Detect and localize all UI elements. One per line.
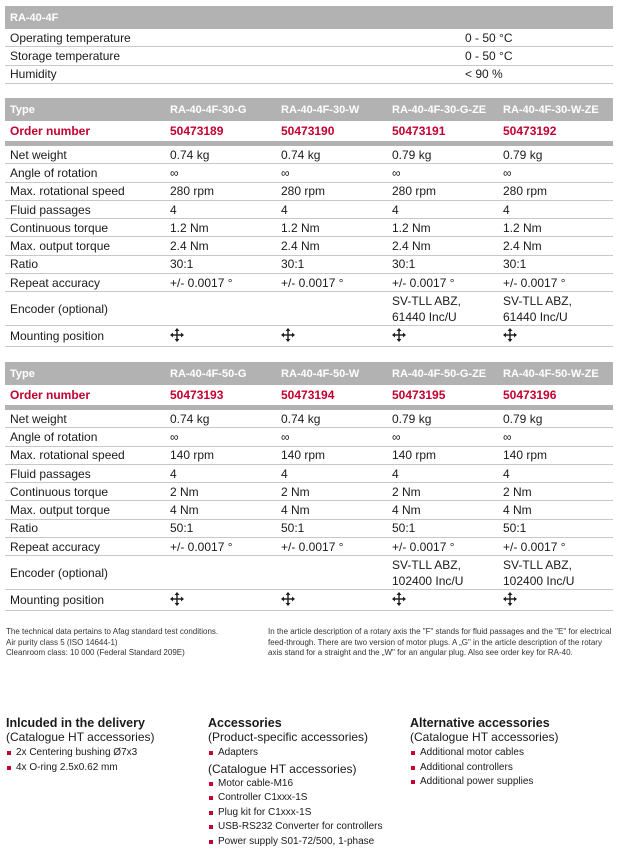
order-number: 50473192 bbox=[503, 124, 557, 138]
row-value: +/- 0.0017 ° bbox=[392, 275, 455, 290]
table-row bbox=[5, 201, 613, 219]
row-value: 2 Nm bbox=[170, 484, 199, 499]
row-label: Max. rotational speed bbox=[10, 448, 125, 463]
row-value: 140 rpm bbox=[281, 448, 326, 463]
row-value: 0 - 50 °C bbox=[465, 48, 513, 63]
row-value: 0.79 kg bbox=[392, 147, 432, 162]
list-item: Plug kit for C1xxx-1S bbox=[208, 806, 408, 821]
table-row bbox=[5, 256, 613, 274]
encoder-line: 102400 Inc/U bbox=[503, 573, 575, 588]
four-way-arrows-icon bbox=[392, 328, 406, 342]
row-value: 4 bbox=[503, 202, 510, 217]
list-item: USB-RS232 Converter for controllers bbox=[208, 820, 408, 835]
table-row bbox=[5, 164, 613, 182]
type-header-row bbox=[5, 98, 613, 121]
footnote-text: In the article description of a rotary axis the "F" stands for fluid passages and the "E" for electrical feed-through. There are two version of motor plugs. A „G" in the article description of the rotary axis stand for a straight and the „W" for an angular plug. Also see order key for RA-40. bbox=[268, 627, 612, 657]
table-row bbox=[5, 501, 613, 519]
row-label: Storage temperature bbox=[10, 48, 121, 63]
encoder-line: 61440 Inc/U bbox=[503, 309, 568, 324]
footnote-line: The technical data pertains to Afag standard test conditions. bbox=[6, 627, 219, 636]
row-label: Net weight bbox=[10, 411, 67, 426]
footnote-line: Cleanroom class: 10 000 (Federal Standard 209E) bbox=[6, 648, 185, 657]
encoder-line: SV-TLL ABZ, bbox=[503, 293, 572, 308]
mounting-cell bbox=[170, 592, 281, 609]
environment-title: RA-40-4F bbox=[10, 11, 59, 24]
mounting-row bbox=[5, 590, 613, 611]
list-item: Additional controllers bbox=[410, 761, 610, 776]
four-way-arrows-icon bbox=[170, 592, 184, 606]
row-value: +/- 0.0017 ° bbox=[503, 275, 566, 290]
row-label: Angle of rotation bbox=[10, 165, 98, 180]
encoder-line: SV-TLL ABZ, bbox=[392, 557, 461, 572]
footnote-right bbox=[268, 627, 614, 659]
encoder-row bbox=[5, 292, 613, 326]
encoder-line: SV-TLL ABZ, bbox=[392, 293, 461, 308]
row-value: ∞ bbox=[392, 165, 401, 180]
mounting-row bbox=[5, 326, 613, 347]
row-value: 2 Nm bbox=[503, 484, 532, 499]
list-item: Controller C1xxx-1S bbox=[208, 791, 408, 806]
row-label: Max. rotational speed bbox=[10, 184, 125, 199]
row-value: 2 Nm bbox=[281, 484, 310, 499]
row-value: ∞ bbox=[281, 165, 290, 180]
row-value: 140 rpm bbox=[392, 448, 437, 463]
row-value: 2 Nm bbox=[392, 484, 421, 499]
row-value: +/- 0.0017 ° bbox=[170, 275, 233, 290]
row-value: 1.2 Nm bbox=[392, 220, 431, 235]
row-label: Repeat accuracy bbox=[10, 539, 101, 554]
order-number: 50473191 bbox=[392, 124, 446, 138]
footnote-line: Air purity class 5 (ISO 14644-1) bbox=[6, 637, 118, 647]
row-value: +/- 0.0017 ° bbox=[281, 539, 344, 554]
four-way-arrows-icon bbox=[281, 328, 295, 342]
section-subtitle: (Catalogue HT accessories) bbox=[6, 730, 155, 744]
list-item: 2x Centering bushing Ø7x3 bbox=[6, 746, 196, 761]
table-row bbox=[5, 29, 613, 47]
row-value: 4 Nm bbox=[281, 503, 310, 518]
four-way-arrows-icon bbox=[170, 328, 184, 342]
row-value: 0.79 kg bbox=[392, 411, 432, 426]
type-col: RA-40-4F-30-W-ZE bbox=[503, 103, 599, 116]
row-value: 280 rpm bbox=[392, 184, 437, 199]
spec-table-30 bbox=[5, 98, 613, 347]
row-value: 1.2 Nm bbox=[170, 220, 209, 235]
mounting-cell bbox=[170, 328, 281, 345]
table-row bbox=[5, 66, 613, 84]
type-header-row bbox=[5, 362, 613, 385]
row-value: 2.4 Nm bbox=[503, 239, 542, 254]
row-label: Ratio bbox=[10, 521, 39, 536]
row-label: Repeat accuracy bbox=[10, 275, 101, 290]
row-value: 4 bbox=[503, 466, 510, 481]
encoder-line: SV-TLL ABZ, bbox=[503, 557, 572, 572]
row-label: Net weight bbox=[10, 147, 67, 162]
row-value: +/- 0.0017 ° bbox=[170, 539, 233, 554]
row-value bbox=[392, 293, 503, 325]
list-item: Adapters bbox=[208, 746, 408, 761]
type-col: RA-40-4F-50-G-ZE bbox=[392, 367, 487, 380]
row-value: ∞ bbox=[170, 165, 179, 180]
type-col: RA-40-4F-30-G-ZE bbox=[392, 103, 487, 116]
type-label: Type bbox=[10, 103, 35, 116]
section-subtitle: (Catalogue HT accessories) bbox=[208, 761, 357, 776]
encoder-line: 102400 Inc/U bbox=[392, 573, 464, 588]
table-row bbox=[5, 183, 613, 201]
list-item: Additional power supplies bbox=[410, 775, 610, 790]
row-value: 30:1 bbox=[503, 257, 527, 272]
row-value: 4 bbox=[281, 466, 288, 481]
list-item: 4x O-ring 2.5x0.62 mm bbox=[6, 761, 196, 776]
row-label: Ratio bbox=[10, 257, 39, 272]
row-value: 0.74 kg bbox=[281, 411, 321, 426]
table-row bbox=[5, 465, 613, 483]
row-value: 50:1 bbox=[503, 521, 527, 536]
table-row bbox=[5, 483, 613, 501]
list-item: Motor cable-M16 bbox=[208, 777, 408, 792]
row-value: 2.4 Nm bbox=[170, 239, 209, 254]
type-col: RA-40-4F-50-W-ZE bbox=[503, 367, 599, 380]
row-value bbox=[503, 557, 613, 589]
row-value: 4 bbox=[170, 202, 177, 217]
row-value: 4 Nm bbox=[503, 503, 532, 518]
row-label: Mounting position bbox=[10, 329, 105, 344]
mounting-cell bbox=[281, 328, 392, 345]
row-value: 0.74 kg bbox=[170, 411, 210, 426]
type-label: Type bbox=[10, 367, 35, 380]
row-value: 30:1 bbox=[392, 257, 416, 272]
section-subtitle: (Catalogue HT accessories) bbox=[410, 730, 559, 744]
row-label: Mounting position bbox=[10, 593, 105, 608]
row-label: Encoder (optional) bbox=[10, 565, 109, 580]
row-value: 50:1 bbox=[392, 521, 416, 536]
row-value: 1.2 Nm bbox=[503, 220, 542, 235]
row-value: ∞ bbox=[392, 429, 401, 444]
four-way-arrows-icon bbox=[503, 592, 517, 606]
order-number: 50473194 bbox=[281, 388, 335, 402]
alternative-section bbox=[410, 716, 610, 790]
row-value: 50:1 bbox=[281, 521, 305, 536]
row-value: 4 bbox=[392, 466, 399, 481]
order-number-row bbox=[5, 385, 613, 410]
row-value: < 90 % bbox=[465, 67, 503, 82]
row-value: 30:1 bbox=[281, 257, 305, 272]
row-value: +/- 0.0017 ° bbox=[503, 539, 566, 554]
table-row bbox=[5, 274, 613, 292]
row-value: 280 rpm bbox=[281, 184, 326, 199]
row-value: 4 bbox=[392, 202, 399, 217]
row-label: Humidity bbox=[10, 67, 57, 82]
table-row bbox=[5, 146, 613, 164]
row-value: 140 rpm bbox=[170, 448, 215, 463]
row-value: 1.2 Nm bbox=[281, 220, 320, 235]
section-subtitle: (Product-specific accessories) bbox=[208, 730, 369, 744]
mounting-cell bbox=[503, 328, 613, 345]
row-value: 4 Nm bbox=[170, 503, 199, 518]
row-label: Continuous torque bbox=[10, 484, 109, 499]
row-value bbox=[392, 557, 503, 589]
section-title: Inlcuded in the delivery bbox=[6, 716, 145, 730]
row-value: 0 - 50 °C bbox=[465, 30, 513, 45]
table-row bbox=[5, 219, 613, 237]
row-value: ∞ bbox=[170, 429, 179, 444]
row-label: Encoder (optional) bbox=[10, 301, 109, 316]
row-value: 0.79 kg bbox=[503, 411, 543, 426]
row-value: +/- 0.0017 ° bbox=[392, 539, 455, 554]
type-col: RA-40-4F-30-G bbox=[170, 103, 247, 116]
mounting-cell bbox=[392, 328, 503, 345]
footnote-left bbox=[6, 627, 256, 659]
row-value: ∞ bbox=[503, 429, 512, 444]
row-label: Max. output torque bbox=[10, 239, 111, 254]
environment-header bbox=[5, 6, 613, 29]
table-row bbox=[5, 47, 613, 65]
table-row bbox=[5, 237, 613, 255]
row-label: Angle of rotation bbox=[10, 429, 98, 444]
order-label: Order number bbox=[10, 124, 91, 138]
table-row bbox=[5, 447, 613, 465]
row-value: 4 Nm bbox=[392, 503, 421, 518]
four-way-arrows-icon bbox=[503, 328, 517, 342]
row-value: 30:1 bbox=[170, 257, 194, 272]
row-label: Fluid passages bbox=[10, 202, 91, 217]
row-value: 0.74 kg bbox=[281, 147, 321, 162]
row-value: +/- 0.0017 ° bbox=[281, 275, 344, 290]
row-value: 2.4 Nm bbox=[281, 239, 320, 254]
row-value: 280 rpm bbox=[170, 184, 215, 199]
row-label: Fluid passages bbox=[10, 466, 91, 481]
list-item: Power supply S01-72/500, 1-phase bbox=[208, 835, 408, 850]
row-value: 0.74 kg bbox=[170, 147, 210, 162]
list-item: Additional motor cables bbox=[410, 746, 610, 761]
order-number: 50473193 bbox=[170, 388, 224, 402]
mounting-cell bbox=[392, 592, 503, 609]
row-label: Operating temperature bbox=[10, 30, 131, 45]
mounting-cell bbox=[503, 592, 613, 609]
order-number: 50473189 bbox=[170, 124, 224, 138]
table-row bbox=[5, 410, 613, 428]
encoder-line: 61440 Inc/U bbox=[392, 309, 457, 324]
order-number: 50473196 bbox=[503, 388, 557, 402]
row-label: Max. output torque bbox=[10, 503, 111, 518]
row-value: ∞ bbox=[503, 165, 512, 180]
row-value: 140 rpm bbox=[503, 448, 548, 463]
table-row bbox=[5, 520, 613, 538]
row-value: 50:1 bbox=[170, 521, 194, 536]
row-value: 0.79 kg bbox=[503, 147, 543, 162]
row-label: Continuous torque bbox=[10, 220, 109, 235]
order-label: Order number bbox=[10, 388, 91, 402]
spec-table-50 bbox=[5, 362, 613, 611]
order-number: 50473190 bbox=[281, 124, 335, 138]
table-row bbox=[5, 428, 613, 446]
row-value: ∞ bbox=[281, 429, 290, 444]
type-col: RA-40-4F-50-W bbox=[281, 367, 360, 380]
delivery-section bbox=[6, 716, 196, 775]
order-number-row bbox=[5, 121, 613, 146]
type-col: RA-40-4F-50-G bbox=[170, 367, 247, 380]
row-value: 280 rpm bbox=[503, 184, 548, 199]
order-number: 50473195 bbox=[392, 388, 446, 402]
row-value: 4 bbox=[281, 202, 288, 217]
environment-table bbox=[5, 6, 613, 84]
accessories-section bbox=[208, 716, 408, 850]
mounting-cell bbox=[281, 592, 392, 609]
section-title: Accessories bbox=[208, 716, 282, 730]
four-way-arrows-icon bbox=[281, 592, 295, 606]
encoder-row bbox=[5, 556, 613, 590]
section-title: Alternative accessories bbox=[410, 716, 550, 730]
type-col: RA-40-4F-30-W bbox=[281, 103, 360, 116]
row-value: 2.4 Nm bbox=[392, 239, 431, 254]
table-row bbox=[5, 538, 613, 556]
row-value: 4 bbox=[170, 466, 177, 481]
four-way-arrows-icon bbox=[392, 592, 406, 606]
row-value bbox=[503, 293, 613, 325]
